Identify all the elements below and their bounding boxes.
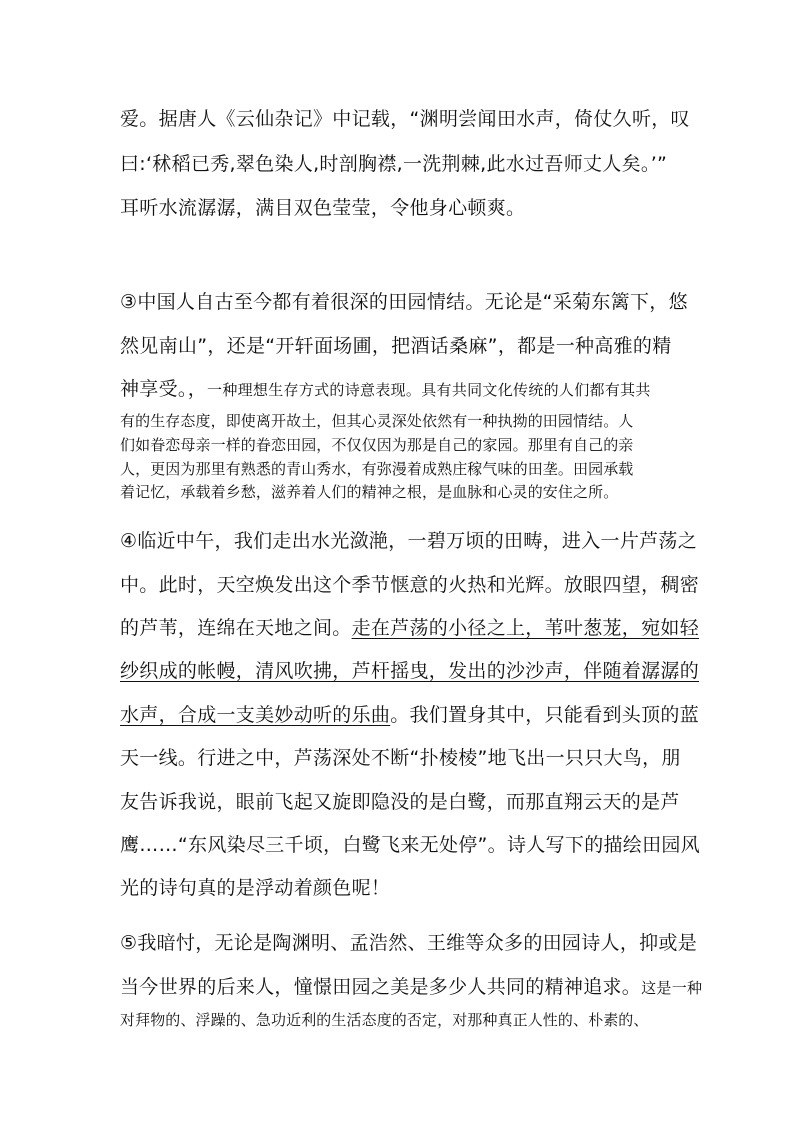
text-line-mixed [120,975,702,1000]
text-line: ④临近中午，我们走出水光潋滟，一碧万顷的田畴，进入一片芦荡之 [120,530,698,552]
underlined-text: 水声，合成一支美妙动听的乐曲 [120,704,391,726]
text-line-small: 对拜物的、浮躁的、急功近利的生活态度的否定，对那种真正人性的、朴素的、 [120,1011,649,1029]
text-line-small: 人，更因为那里有熟悉的青山秀水，有弥漫着成熟庄稼气味的田垄。田园承载 [120,460,634,478]
text-segment: 神享受。， [120,378,208,400]
text-line: 天一线。行进之中，芦荡深处不断“扑棱棱”地飞出一只只大鸟，朋 [120,747,681,769]
text-line-mixed [120,377,651,402]
text-line: 曰:‘秫稻已秀,翠色染人,时剖胸襟,一洗荆棘,此水过吾师丈人矣。’” [120,153,668,175]
text-segment: 的芦苇，连绵在天地之间。 [120,617,352,639]
text-line-mixed [120,703,699,727]
text-line: 爱。据唐人《云仙杂记》中记载，“渊明尝闻田水声，倚仗久听，叹 [120,108,690,130]
text-line-small: 着记忆，承载着乡愁，滋养着人们的精神之根，是血脉和心灵的安住之所。 [120,483,619,501]
text-line: 友告诉我说，眼前飞起又旋即隐没的是白鹭，而那直翔云天的是芦 [120,791,680,813]
text-segment: 。我们置身其中，只能看到头顶的蓝 [390,704,700,726]
text-line: ③中国人自古至今都有着很深的田园情结。无论是“采菊东篱下，悠 [120,291,688,313]
text-segment: 这是一种 [641,979,703,997]
text-segment: 当今世界的后来人，憧憬田园之美是多少人共同的精神追求。 [120,976,642,998]
text-line-mixed [120,616,699,640]
text-line: 鹰……“东风染尽三千顷，白鹭飞来无处停”。诗人写下的描绘田园风 [120,834,700,856]
text-line: 耳听水流潺潺，满目双色莹莹，令他身心顿爽。 [120,197,526,219]
text-line: 然见南山”，还是“开轩面场圃，把酒话桑麻”，都是一种高雅的精 [120,335,672,357]
text-line: ⑤我暗忖，无论是陶渊明、孟浩然、王维等众多的田园诗人，抑或是 [120,932,698,954]
text-line: 中。此时，天空焕发出这个季节惬意的火热和光辉。放眼四望，稠密 [120,574,700,596]
text-segment: 一种理想生存方式的诗意表现。具有共同文化传统的人们都有其共 [207,381,651,399]
text-line: 光的诗句真的是浮动着颜色呢！ [120,877,391,899]
text-line-small: 有的生存态度，即使离开故土，但其心灵深处依然有一种执拗的田园情结。人 [120,412,634,430]
text-line-small: 们如眷恋母亲一样的眷恋田园，不仅仅因为那是自己的家园。那里有自己的亲 [120,436,634,454]
underlined-text: 走在芦荡的小径之上，苇叶葱茏，宛如轻 [351,617,700,639]
underlined-text: 纱织成的帐幔，清风吹拂，芦杆摇曳，发出的沙沙声，伴随着潺潺的 [120,660,700,682]
